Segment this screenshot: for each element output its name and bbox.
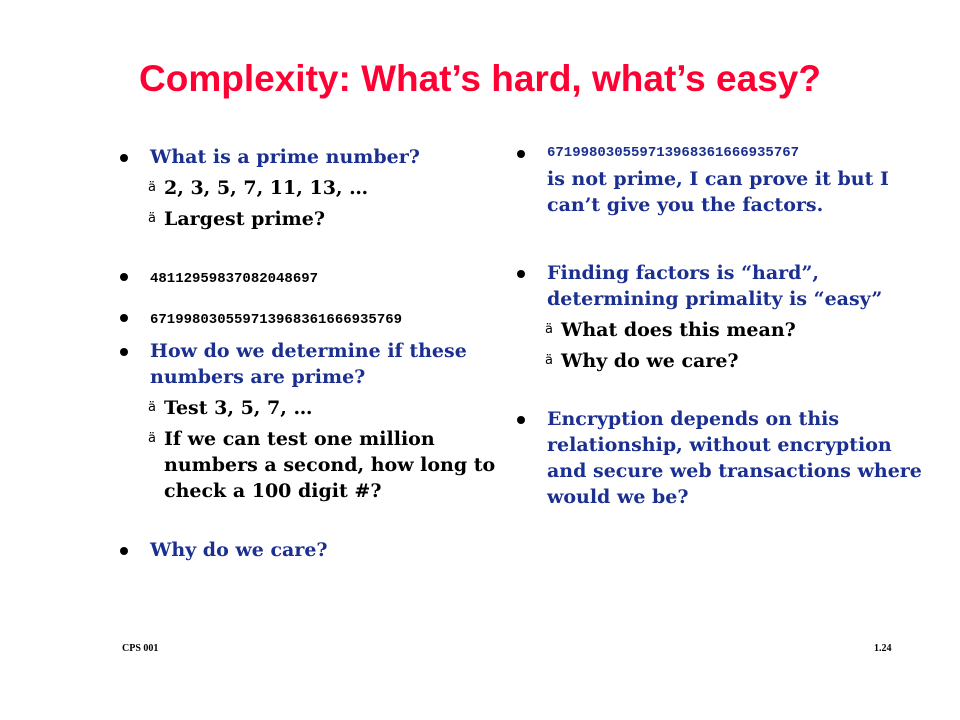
sub-bullet-what-mean xyxy=(515,317,935,343)
number-text: 48112959837082048697 xyxy=(150,271,319,287)
bullet-dot xyxy=(120,273,128,281)
bullet-dot xyxy=(120,547,128,555)
sub-bullet-text: If we can test one million numbers a second, how long to check a 100 digit #? xyxy=(164,428,496,502)
bullet-text: Why do we care? xyxy=(150,539,328,561)
bullet-encryption xyxy=(515,406,935,510)
sub-bullet-marker: ä xyxy=(148,431,156,446)
sub-bullet-why-care xyxy=(515,348,935,374)
sub-bullet-marker: ä xyxy=(148,400,156,415)
left-column xyxy=(118,140,518,561)
sub-bullet-marker: ä xyxy=(545,353,553,368)
sub-bullet-text: 2, 3, 5, 7, 11, 13, … xyxy=(164,177,369,199)
bullet-prime-question xyxy=(118,144,518,170)
sub-bullet-text: Largest prime? xyxy=(164,208,325,230)
bullet-dot xyxy=(120,314,128,322)
sub-bullet-text: Test 3, 5, 7, … xyxy=(164,397,313,419)
number-text: 671998030559713968361666935767 xyxy=(547,145,800,161)
footer-page-number: 1.24 xyxy=(874,643,892,654)
bullet-number-1 xyxy=(118,263,518,292)
sub-bullet-largest-prime xyxy=(118,206,518,232)
sub-bullet-text: What does this mean? xyxy=(561,319,796,341)
sub-bullet-marker: ä xyxy=(148,211,156,226)
sub-bullet-test xyxy=(118,395,518,421)
bullet-dot xyxy=(120,348,128,356)
sub-bullet-marker: ä xyxy=(545,322,553,337)
sub-bullet-primes-list xyxy=(118,175,518,201)
bullet-dot xyxy=(517,270,525,278)
bullet-not-prime xyxy=(515,140,935,218)
bullet-text: What is a prime number? xyxy=(150,146,420,168)
sub-bullet-marker: ä xyxy=(148,180,156,195)
footer-course: CPS 001 xyxy=(122,643,159,654)
bullet-text: How do we determine if these numbers are prime? xyxy=(150,340,467,388)
bullet-text: Finding factors is “hard”, determining primality is “easy” xyxy=(547,262,883,310)
slide-title: Complexity: What’s hard, what’s easy? xyxy=(139,58,821,99)
sub-bullet-text: Why do we care? xyxy=(561,350,739,372)
bullet-dot xyxy=(517,416,525,424)
bullet-number-2 xyxy=(118,304,518,333)
bullet-determine-prime xyxy=(118,338,518,390)
bullet-text: is not prime, I can prove it but I can’t give you the factors. xyxy=(547,168,889,216)
right-column xyxy=(515,140,935,508)
number-text: 671998030559713968361666935769 xyxy=(150,312,403,328)
bullet-text: Encryption depends on this relationship, without encryption and secure web transactions where would we be? xyxy=(547,408,922,508)
bullet-why-care xyxy=(118,537,518,563)
sub-bullet-million xyxy=(118,426,518,504)
bullet-dot xyxy=(120,154,128,162)
bullet-dot xyxy=(517,150,525,158)
bullet-factors-hard xyxy=(515,260,935,312)
